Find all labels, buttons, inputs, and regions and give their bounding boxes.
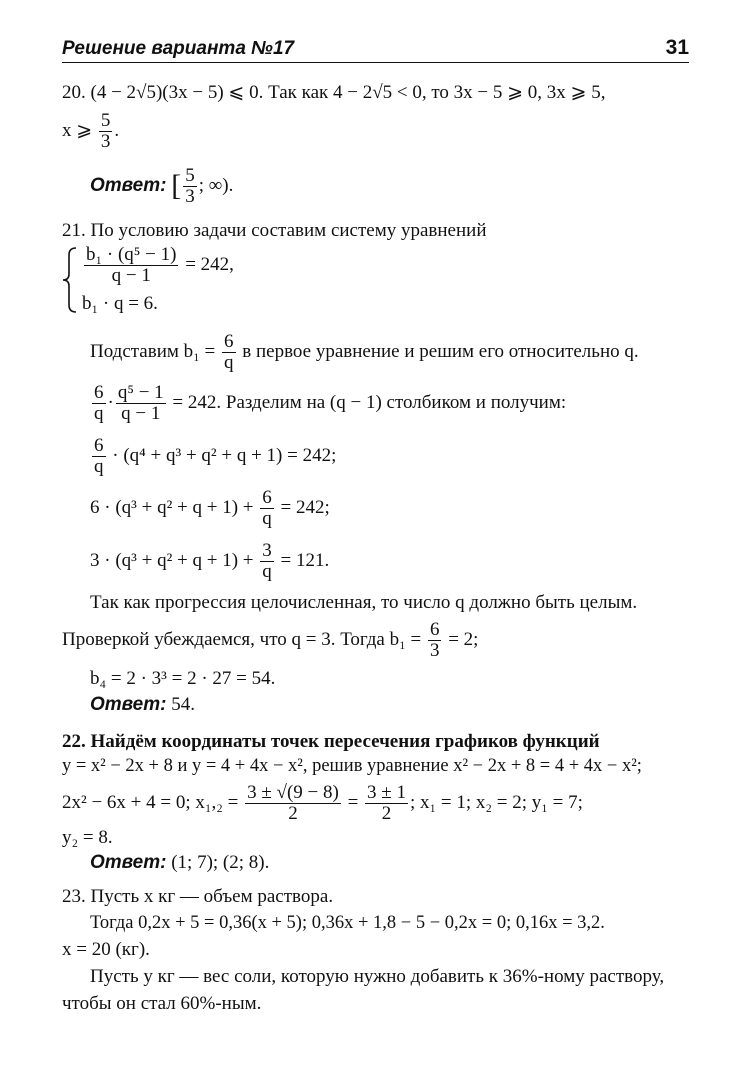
p23-line4: Пусть y кг — вес соли, которую нужно добавить к 36%-ному раствору, [90,966,665,987]
p22-frac2-num: 3 ± 1 [367,782,406,803]
p22-answer [90,852,269,874]
p21-eq3 [90,488,330,529]
p20-fraction [99,111,113,152]
p21-eq1-frac2 [116,383,166,424]
p22-frac1-den: 2 [288,802,298,824]
p22-line3-eq: = [347,791,359,813]
p22-line2: y = x² − 2x + 8 и y = 4 + 4x − x², решив уравнение x² − 2x + 8 = 4 + 4x − x²; [62,756,642,776]
p21-answer [90,694,195,716]
p21-eq3-num: 6 [262,487,272,508]
p21-eq3-rest: = 242; [280,496,330,518]
p21-eq1-frac1 [92,383,106,424]
p21-system-eq1 [82,245,234,286]
p23-line2: Тогда 0,2x + 5 = 0,36(x + 5); 0,36x + 1,8 − 5 − 0,2x = 0; 0,16x = 3,2. [90,913,605,933]
p22-answer-label: Ответ: [90,852,167,873]
p21-eq4-rest: = 121. [280,549,330,571]
section-title: Решение варианта №17 [62,38,295,59]
p22-line4: y₂ = 8. [62,827,113,848]
p21-eq1-dot: · [107,391,114,413]
p21-eq1-den1: q [94,402,104,424]
p21-b4: b₄ = 2 · 3³ = 2 · 27 = 54. [90,668,276,689]
p20-line2 [62,111,119,152]
p20-frac-num: 5 [100,110,111,131]
p21-sys-rest: = 242, [185,253,234,275]
p21-text2-num: 6 [429,619,440,640]
p21-eq1-num1: 6 [94,382,104,403]
p21-eq3-den: q [262,507,272,529]
p21-eq4-frac [260,541,274,582]
p21-eq3-frac [260,488,274,529]
p21-eq2-frac [92,436,106,477]
p21-substitution [90,332,639,373]
p20-answer [90,166,233,207]
p21-answer-value: 54. [171,694,195,715]
p21-sys-frac [84,245,178,286]
page-header [62,36,689,63]
p20-answer-rest: ; ∞). [198,174,234,196]
p21-eq1-den2: q − 1 [121,402,161,424]
p20-frac-den: 3 [100,130,111,152]
p20-line1: 20. (4 − 2√5)(3x − 5) ⩽ 0. Так как 4 − 2√5 < 0, то 3x − 5 ⩾ 0, 3x ⩾ 5, [62,82,606,103]
p21-intro: 21. По условию задачи составим систему уравнений [62,220,487,241]
p21-text2-rest: = 2; [448,628,479,650]
p23-line5: чтобы он стал 60%-ным. [62,993,262,1014]
p21-subst-prefix: Подставим b₁ = [90,340,216,362]
p21-answer-label: Ответ: [90,694,167,715]
p21-eq4-den: q [262,560,272,582]
p21-eq2-num: 6 [94,435,104,456]
p21-eq4 [90,541,329,582]
p21-text1: Так как прогрессия целочисленная, то число q должно быть целым. [90,592,638,613]
p21-subst-frac [222,332,236,373]
page-number: 31 [665,36,689,59]
p22-line3 [62,783,583,824]
p22-frac2 [365,783,408,824]
p22-intro: 22. Найдём координаты точек пересечения графиков функций [62,731,600,752]
p21-eq1-num2: q⁵ − 1 [117,382,164,403]
p23-line3: x = 20 (кг). [62,939,150,960]
p20-answer-bracket: [ [171,169,182,203]
p20-answer-den: 3 [185,185,195,207]
p21-eq2 [90,436,336,477]
p21-text2-den: 3 [429,639,440,661]
p21-eq3-prefix: 6 · (q³ + q² + q + 1) + [90,496,254,518]
p22-frac1-num: 3 ± √(9 − 8) [247,782,339,803]
p21-text2-frac [428,620,442,661]
p21-eq1 [90,383,566,424]
p21-text2 [62,620,478,661]
p21-subst-num: 6 [224,331,234,352]
p20-answer-fraction [183,166,197,207]
p21-text2-prefix: Проверкой убеждаемся, что q = 3. Тогда b₁ = [62,628,422,650]
p22-answer-value: (1; 7); (2; 8). [171,852,270,873]
p23-intro: 23. Пусть x кг — объем раствора. [62,886,334,907]
p20-answer-label: Ответ: [90,174,167,196]
system-brace [62,247,78,313]
p22-frac2-den: 2 [381,802,392,824]
p21-sys-den: q − 1 [111,264,151,286]
p22-line3-prefix: 2x² − 6x + 4 = 0; x₁,₂ = [62,791,239,813]
p22-frac1 [245,783,341,824]
p21-subst-suffix: в первое уравнение и решим его относительно q. [242,340,639,362]
p20-line2-prefix: x ⩾ [62,119,93,141]
p20-line2-suffix: . [114,119,120,141]
p21-eq2-den: q [94,455,104,477]
p21-eq1-rest: = 242. Разделим на (q − 1) столбиком и получим: [172,391,567,413]
p21-eq4-prefix: 3 · (q³ + q² + q + 1) + [90,549,254,571]
p21-sys-num: b₁ · (q⁵ − 1) [86,244,177,265]
p20-answer-num: 5 [185,165,195,186]
p21-eq2-rest: · (q⁴ + q³ + q² + q + 1) = 242; [112,444,337,466]
p21-system-eq2: b₁ · q = 6. [82,293,158,314]
p21-subst-den: q [224,351,234,373]
p22-line3-rest: ; x₁ = 1; x₂ = 2; y₁ = 7; [409,791,583,813]
p21-eq4-num: 3 [262,540,272,561]
